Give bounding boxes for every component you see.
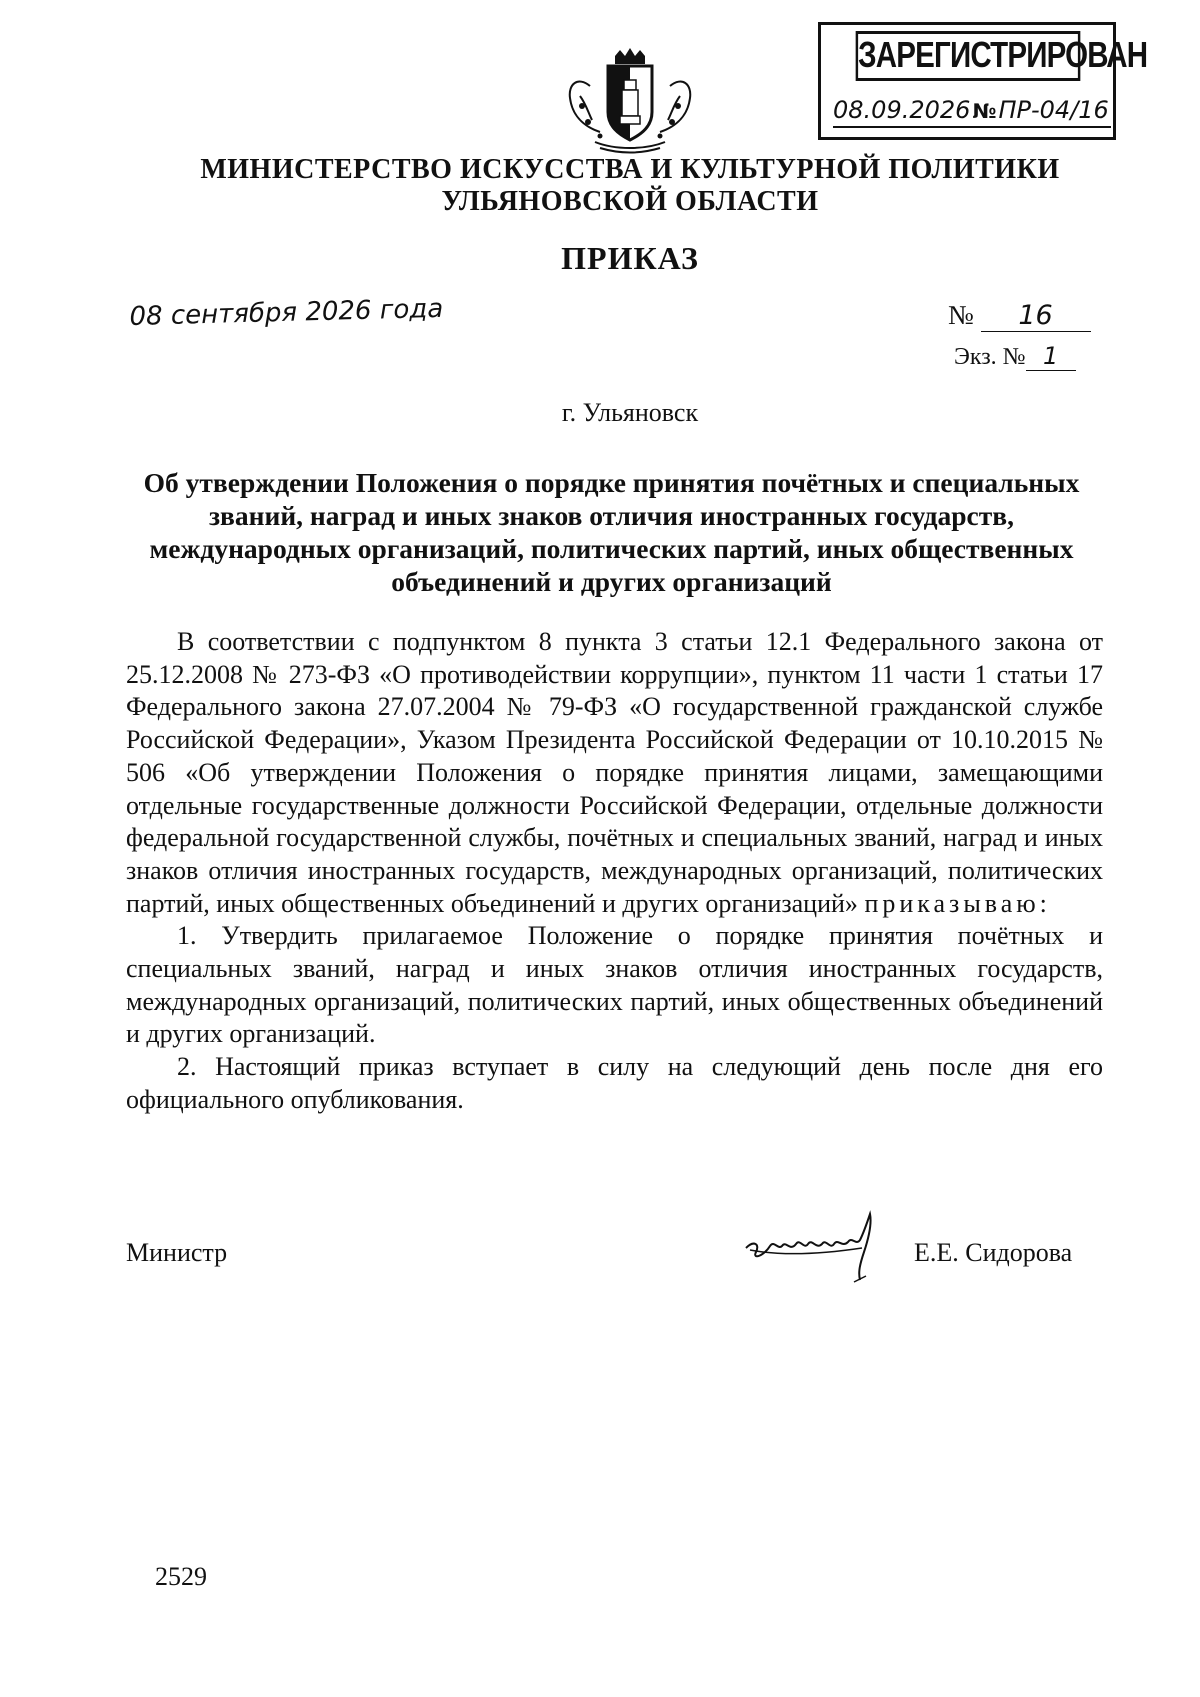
document-type-title: ПРИКАЗ (561, 240, 699, 276)
copy-number (954, 342, 1076, 371)
item-2: 2. Настоящий приказ вступает в силу на следующий день после дня его официального опубликования. (126, 1052, 1103, 1114)
stamp-registration-line (833, 95, 1111, 128)
city-name: г. Ульяновск (561, 398, 699, 427)
preamble-paragraph (126, 626, 1103, 920)
page-number: 2529 (155, 1562, 207, 1591)
copy-number-label: Экз. № (954, 344, 1026, 370)
item-1: 1. Утвердить прилагаемое Положение о порядке принятия почётных и специальных званий, наград и иных знаков отличия иностранных государств, международных организаций, политических партий, иных общественных объединений и других организаций. (126, 921, 1103, 1049)
preamble-text: В соответствии с подпунктом 8 пункта 3 статьи 12.1 Федерального закона от 25.12.2008 № 273-ФЗ «О противодействии коррупции», пунктом 11 части 1 статьи 17 Федерального закона 27.07.2004 № 79-ФЗ «О государственной гражданской службе Российской Федерации», Указом Президента Российской Федерации от 10.10.2015 № 506 «Об утверждении Положения о порядке принятия лицами, замещающими отдельные государственные должности Российской Федерации, отдельные должности федеральной государственной службы, почётных и специальных званий, наград и иных знаков отличия иностранных государств, международных организаций, политических партий, иных общественных объединений и других организаций» (126, 627, 1103, 918)
signatory-name: Е.Е. Сидорова (914, 1238, 1073, 1267)
order-number-value: 16 (981, 300, 1091, 332)
ministry-name-line-2: УЛЬЯНОВСКОЙ ОБЛАСТИ (441, 186, 819, 217)
order-subject: Об утверждении Положения о порядке принятия почётных и специальных званий, наград и иных знаков отличия иностранных государств, международных организаций, политических партий, иных общественных объединений и других организаций (143, 467, 1080, 597)
order-body (126, 626, 1103, 1117)
ministry-name (0, 154, 1200, 218)
handwritten-signature (742, 1210, 892, 1290)
order-number (948, 300, 1091, 332)
stamp-date: 08.09.2026 (833, 96, 971, 124)
coat-of-arms-emblem (560, 46, 700, 156)
stamp-reg-number: ПР-04/16 (998, 96, 1109, 124)
stamp-title: ЗАРЕГИСТРИРОВАН (856, 31, 1081, 81)
ministry-name-line-1: МИНИСТЕРСТВО ИСКУССТВА И КУЛЬТУРНОЙ ПОЛИТИКИ (200, 154, 1060, 185)
order-word: приказываю: (864, 888, 1051, 918)
order-number-label: № (948, 300, 974, 330)
signatory-position: Министр (126, 1238, 228, 1267)
handwritten-date: 08 сентября 2026 года (129, 293, 444, 333)
stamp-number-sign: № (972, 99, 997, 123)
registration-stamp (818, 22, 1148, 140)
copy-number-value: 1 (1026, 342, 1076, 371)
